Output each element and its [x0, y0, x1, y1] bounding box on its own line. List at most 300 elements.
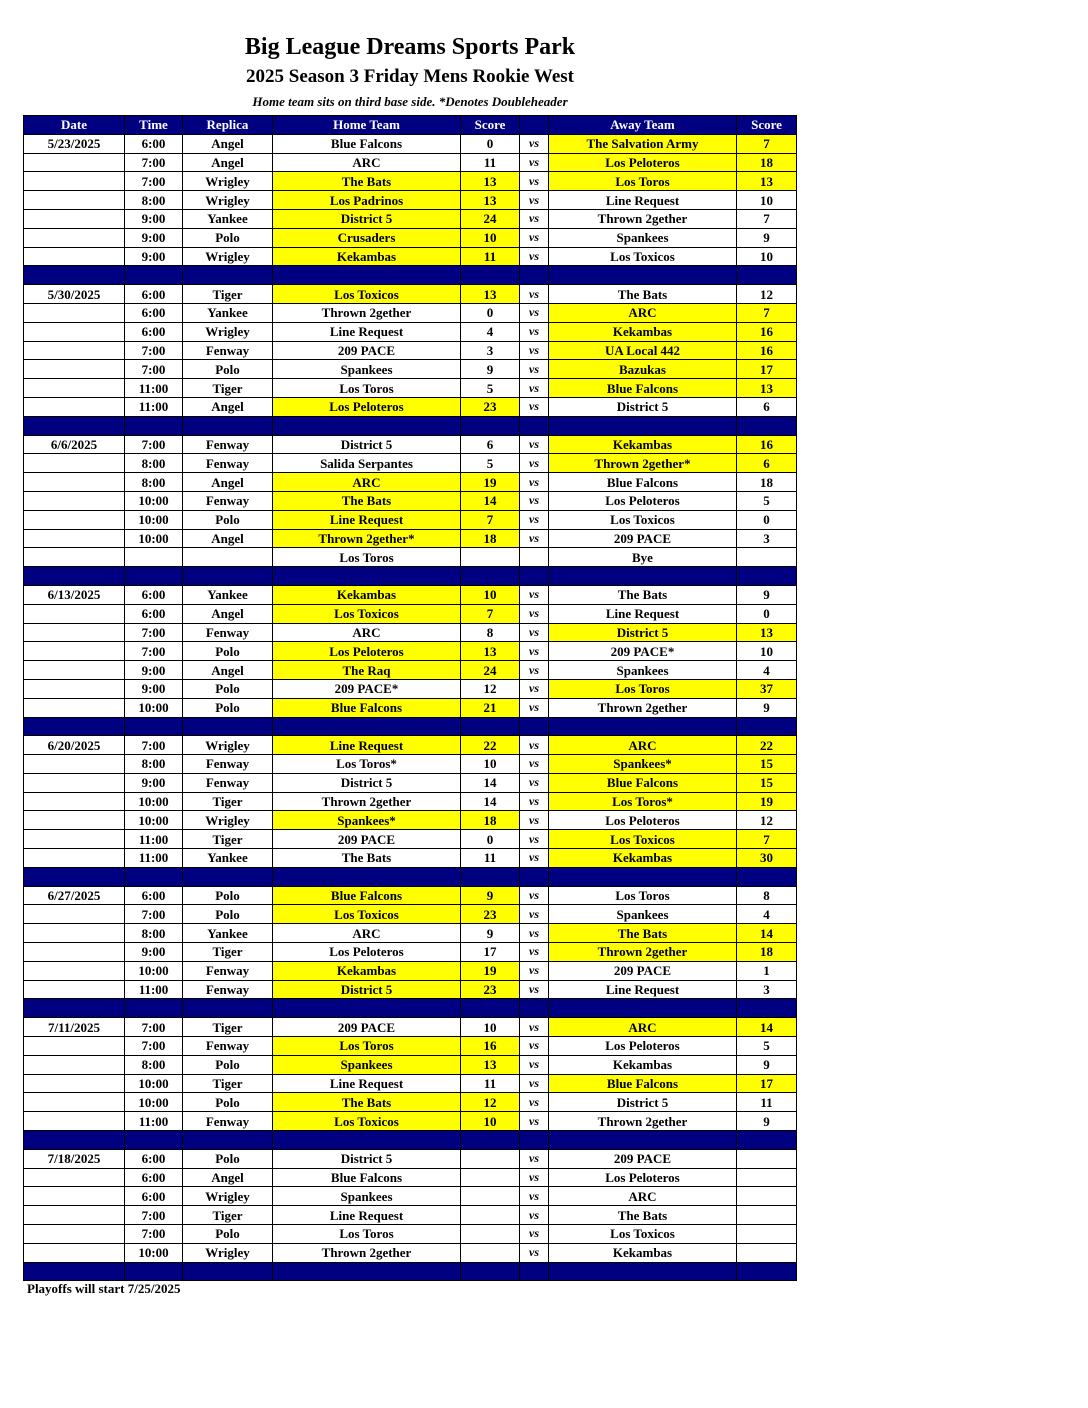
away-score-cell: 19 — [737, 792, 797, 811]
replica-cell: Angel — [183, 661, 273, 680]
home-score-cell: 23 — [461, 980, 520, 999]
separator-cell — [520, 717, 549, 736]
away-team-cell: Thrown 2gether — [549, 1112, 737, 1131]
home-team-cell: Spankees* — [273, 811, 461, 830]
vs-cell: vs — [520, 1093, 549, 1112]
home-team-cell: Los Toros — [273, 1037, 461, 1056]
vs-cell — [520, 548, 549, 567]
vs-cell: vs — [520, 209, 549, 228]
away-team-cell: Blue Falcons — [549, 773, 737, 792]
time-cell: 8:00 — [125, 924, 183, 943]
separator-cell — [737, 867, 797, 886]
home-team-cell: The Bats — [273, 172, 461, 191]
date-cell — [24, 473, 125, 492]
date-cell — [24, 924, 125, 943]
away-score-cell: 10 — [737, 191, 797, 210]
date-cell: 5/30/2025 — [24, 285, 125, 304]
vs-cell: vs — [520, 341, 549, 360]
home-team-cell: Blue Falcons — [273, 698, 461, 717]
replica-cell: Tiger — [183, 830, 273, 849]
date-cell — [24, 1168, 125, 1187]
away-score-cell: 9 — [737, 1055, 797, 1074]
replica-cell: Wrigley — [183, 1243, 273, 1262]
away-score-cell: 16 — [737, 341, 797, 360]
away-score-cell: 9 — [737, 585, 797, 604]
home-score-cell — [461, 1206, 520, 1225]
time-cell: 10:00 — [125, 961, 183, 980]
separator-cell — [520, 266, 549, 285]
home-score-cell: 7 — [461, 510, 520, 529]
game-row — [24, 247, 797, 266]
separator-cell — [183, 567, 273, 586]
vs-cell: vs — [520, 585, 549, 604]
separator-cell — [125, 567, 183, 586]
time-cell: 11:00 — [125, 849, 183, 868]
replica-cell: Polo — [183, 642, 273, 661]
time-cell — [125, 548, 183, 567]
replica-cell: Polo — [183, 698, 273, 717]
home-score-cell: 14 — [461, 491, 520, 510]
date-cell — [24, 755, 125, 774]
date-cell — [24, 228, 125, 247]
replica-cell: Polo — [183, 1225, 273, 1244]
replica-cell: Polo — [183, 905, 273, 924]
home-score-cell: 10 — [461, 585, 520, 604]
home-team-cell: 209 PACE — [273, 341, 461, 360]
schedule-body — [24, 134, 797, 1281]
separator-cell — [549, 567, 737, 586]
replica-cell: Wrigley — [183, 736, 273, 755]
home-team-cell: Los Peloteros — [273, 642, 461, 661]
time-cell: 7:00 — [125, 1206, 183, 1225]
time-cell: 6:00 — [125, 285, 183, 304]
vs-cell: vs — [520, 1168, 549, 1187]
game-row — [24, 1149, 797, 1168]
game-row — [24, 1055, 797, 1074]
game-row — [24, 435, 797, 454]
date-cell — [24, 209, 125, 228]
game-row — [24, 303, 797, 322]
home-team-cell: Line Request — [273, 1074, 461, 1093]
separator-cell — [520, 1131, 549, 1150]
vs-cell: vs — [520, 849, 549, 868]
away-team-cell: Los Toxicos — [549, 1225, 737, 1244]
away-score-cell — [737, 1168, 797, 1187]
time-cell: 7:00 — [125, 153, 183, 172]
time-cell: 7:00 — [125, 623, 183, 642]
away-score-cell: 9 — [737, 228, 797, 247]
replica-cell: Yankee — [183, 849, 273, 868]
time-cell: 8:00 — [125, 1055, 183, 1074]
home-team-cell: Spankees — [273, 360, 461, 379]
date-cell: 5/23/2025 — [24, 134, 125, 153]
vs-cell: vs — [520, 134, 549, 153]
away-score-cell — [737, 1225, 797, 1244]
replica-cell: Fenway — [183, 491, 273, 510]
page-title: Big League Dreams Sports Park — [244, 34, 576, 60]
game-row — [24, 679, 797, 698]
away-team-cell: District 5 — [549, 1093, 737, 1112]
date-cell: 6/27/2025 — [24, 886, 125, 905]
home-team-cell: The Bats — [273, 849, 461, 868]
separator-cell — [520, 999, 549, 1018]
game-row — [24, 924, 797, 943]
home-score-cell: 24 — [461, 661, 520, 680]
time-cell: 10:00 — [125, 529, 183, 548]
home-score-cell — [461, 1225, 520, 1244]
date-cell — [24, 849, 125, 868]
home-team-cell: District 5 — [273, 209, 461, 228]
away-score-cell: 22 — [737, 736, 797, 755]
separator-cell — [273, 266, 461, 285]
home-score-cell: 19 — [461, 961, 520, 980]
away-team-cell: 209 PACE — [549, 529, 737, 548]
home-team-cell: Kekambas — [273, 585, 461, 604]
away-team-cell: Los Toros* — [549, 792, 737, 811]
page-note: Home team sits on third base side. *Denotes Doubleheader — [252, 94, 568, 109]
away-team-cell: Bye — [549, 548, 737, 567]
game-row — [24, 623, 797, 642]
date-cell — [24, 961, 125, 980]
separator-cell — [737, 567, 797, 586]
home-score-cell: 18 — [461, 811, 520, 830]
replica-cell: Polo — [183, 679, 273, 698]
home-score-cell — [461, 1149, 520, 1168]
time-cell: 11:00 — [125, 379, 183, 398]
away-team-cell: Los Peloteros — [549, 1037, 737, 1056]
game-row — [24, 510, 797, 529]
replica-cell: Polo — [183, 1093, 273, 1112]
time-cell: 10:00 — [125, 792, 183, 811]
replica-cell: Angel — [183, 529, 273, 548]
separator-cell — [549, 266, 737, 285]
replica-cell: Angel — [183, 473, 273, 492]
home-score-cell: 13 — [461, 285, 520, 304]
home-team-cell: Los Toxicos — [273, 285, 461, 304]
vs-cell: vs — [520, 642, 549, 661]
separator-cell — [549, 1131, 737, 1150]
replica-cell: Wrigley — [183, 1187, 273, 1206]
date-cell: 6/20/2025 — [24, 736, 125, 755]
separator-cell — [183, 867, 273, 886]
separator-cell — [737, 266, 797, 285]
time-cell: 10:00 — [125, 1074, 183, 1093]
date-cell: 6/6/2025 — [24, 435, 125, 454]
time-cell: 6:00 — [125, 1149, 183, 1168]
playoffs-note: Playoffs will start 7/25/2025 — [27, 1281, 181, 1296]
game-row — [24, 604, 797, 623]
separator-cell — [125, 717, 183, 736]
replica-cell: Wrigley — [183, 322, 273, 341]
game-row — [24, 642, 797, 661]
away-team-cell: Bazukas — [549, 360, 737, 379]
vs-cell: vs — [520, 1074, 549, 1093]
week-separator-row — [24, 1262, 797, 1281]
replica-cell: Fenway — [183, 454, 273, 473]
home-team-cell: Thrown 2gether — [273, 303, 461, 322]
replica-cell: Tiger — [183, 1206, 273, 1225]
away-score-cell — [737, 548, 797, 567]
away-team-cell: ARC — [549, 1018, 737, 1037]
col-header-date: Date — [24, 116, 125, 135]
game-row — [24, 285, 797, 304]
separator-cell — [125, 1131, 183, 1150]
separator-cell — [737, 1131, 797, 1150]
time-cell: 11:00 — [125, 1112, 183, 1131]
replica-cell: Angel — [183, 153, 273, 172]
date-cell — [24, 191, 125, 210]
week-separator-row — [24, 867, 797, 886]
away-team-cell: ARC — [549, 1187, 737, 1206]
vs-cell: vs — [520, 736, 549, 755]
away-team-cell: Los Peloteros — [549, 811, 737, 830]
week-separator-row — [24, 1131, 797, 1150]
game-row — [24, 849, 797, 868]
game-row — [24, 360, 797, 379]
time-cell: 8:00 — [125, 473, 183, 492]
home-score-cell: 16 — [461, 1037, 520, 1056]
separator-cell — [549, 867, 737, 886]
vs-cell: vs — [520, 924, 549, 943]
game-row — [24, 1018, 797, 1037]
replica-cell: Fenway — [183, 773, 273, 792]
home-team-cell: Thrown 2gether — [273, 792, 461, 811]
away-score-cell: 9 — [737, 698, 797, 717]
replica-cell: Tiger — [183, 792, 273, 811]
game-row — [24, 1168, 797, 1187]
date-cell — [24, 172, 125, 191]
week-separator-row — [24, 567, 797, 586]
away-team-cell: Spankees* — [549, 755, 737, 774]
vs-cell: vs — [520, 153, 549, 172]
away-score-cell: 18 — [737, 473, 797, 492]
date-cell — [24, 360, 125, 379]
date-cell — [24, 1112, 125, 1131]
home-score-cell: 7 — [461, 604, 520, 623]
away-team-cell: Spankees — [549, 905, 737, 924]
vs-cell: vs — [520, 961, 549, 980]
game-row — [24, 830, 797, 849]
time-cell: 7:00 — [125, 172, 183, 191]
home-team-cell: Line Request — [273, 510, 461, 529]
away-team-cell: Blue Falcons — [549, 379, 737, 398]
away-score-cell: 7 — [737, 303, 797, 322]
away-score-cell: 3 — [737, 529, 797, 548]
col-header-replica: Replica — [183, 116, 273, 135]
vs-cell: vs — [520, 679, 549, 698]
vs-cell: vs — [520, 1149, 549, 1168]
time-cell: 11:00 — [125, 397, 183, 416]
date-cell — [24, 454, 125, 473]
away-score-cell: 5 — [737, 1037, 797, 1056]
game-row — [24, 792, 797, 811]
home-score-cell: 19 — [461, 473, 520, 492]
away-score-cell: 37 — [737, 679, 797, 698]
home-team-cell: 209 PACE* — [273, 679, 461, 698]
away-score-cell: 7 — [737, 830, 797, 849]
time-cell: 10:00 — [125, 491, 183, 510]
home-score-cell: 10 — [461, 228, 520, 247]
separator-cell — [520, 867, 549, 886]
away-team-cell: Los Toros — [549, 679, 737, 698]
separator-cell — [461, 567, 520, 586]
vs-cell: vs — [520, 303, 549, 322]
game-row — [24, 228, 797, 247]
date-cell — [24, 980, 125, 999]
away-team-cell: Los Peloteros — [549, 491, 737, 510]
home-score-cell: 23 — [461, 905, 520, 924]
away-team-cell: Los Toxicos — [549, 510, 737, 529]
time-cell: 6:00 — [125, 134, 183, 153]
date-cell — [24, 773, 125, 792]
vs-cell: vs — [520, 379, 549, 398]
away-team-cell: Thrown 2gether* — [549, 454, 737, 473]
vs-cell: vs — [520, 755, 549, 774]
replica-cell: Tiger — [183, 1074, 273, 1093]
separator-cell — [125, 999, 183, 1018]
away-team-cell: ARC — [549, 303, 737, 322]
home-team-cell: District 5 — [273, 773, 461, 792]
game-row — [24, 1225, 797, 1244]
away-team-cell: Los Toxicos — [549, 830, 737, 849]
separator-cell — [461, 416, 520, 435]
vs-cell: vs — [520, 191, 549, 210]
home-team-cell: District 5 — [273, 980, 461, 999]
replica-cell: Yankee — [183, 303, 273, 322]
game-row — [24, 585, 797, 604]
home-team-cell: 209 PACE — [273, 830, 461, 849]
vs-cell: vs — [520, 510, 549, 529]
date-cell — [24, 830, 125, 849]
game-row — [24, 191, 797, 210]
home-score-cell: 22 — [461, 736, 520, 755]
home-team-cell: ARC — [273, 924, 461, 943]
away-score-cell: 17 — [737, 360, 797, 379]
date-cell — [24, 792, 125, 811]
away-score-cell: 9 — [737, 1112, 797, 1131]
date-cell — [24, 604, 125, 623]
home-team-cell: 209 PACE — [273, 1018, 461, 1037]
home-score-cell: 13 — [461, 191, 520, 210]
date-cell — [24, 1243, 125, 1262]
time-cell: 6:00 — [125, 604, 183, 623]
home-score-cell: 6 — [461, 435, 520, 454]
vs-cell: vs — [520, 1206, 549, 1225]
vs-cell: vs — [520, 905, 549, 924]
home-team-cell: The Raq — [273, 661, 461, 680]
replica-cell — [183, 548, 273, 567]
away-score-cell: 0 — [737, 510, 797, 529]
date-cell — [24, 247, 125, 266]
separator-cell — [273, 1262, 461, 1281]
vs-cell: vs — [520, 811, 549, 830]
date-cell — [24, 1225, 125, 1244]
vs-cell: vs — [520, 1243, 549, 1262]
replica-cell: Yankee — [183, 209, 273, 228]
vs-cell: vs — [520, 1112, 549, 1131]
separator-cell — [183, 1131, 273, 1150]
game-row — [24, 1112, 797, 1131]
away-team-cell: Blue Falcons — [549, 1074, 737, 1093]
date-cell — [24, 322, 125, 341]
away-team-cell: Line Request — [549, 980, 737, 999]
replica-cell: Wrigley — [183, 172, 273, 191]
away-score-cell: 11 — [737, 1093, 797, 1112]
away-team-cell: Kekambas — [549, 322, 737, 341]
away-score-cell: 17 — [737, 1074, 797, 1093]
col-header-home-team: Home Team — [273, 116, 461, 135]
separator-cell — [24, 867, 125, 886]
home-team-cell: ARC — [273, 473, 461, 492]
home-team-cell: Blue Falcons — [273, 134, 461, 153]
separator-cell — [461, 1262, 520, 1281]
home-team-cell: Crusaders — [273, 228, 461, 247]
away-score-cell: 10 — [737, 642, 797, 661]
week-separator-row — [24, 416, 797, 435]
home-score-cell: 0 — [461, 830, 520, 849]
home-team-cell: The Bats — [273, 491, 461, 510]
game-row — [24, 1206, 797, 1225]
home-team-cell: Spankees — [273, 1187, 461, 1206]
home-score-cell: 18 — [461, 529, 520, 548]
replica-cell: Polo — [183, 1055, 273, 1074]
vs-cell: vs — [520, 435, 549, 454]
replica-cell: Fenway — [183, 623, 273, 642]
home-score-cell: 5 — [461, 454, 520, 473]
away-score-cell — [737, 1149, 797, 1168]
away-score-cell: 30 — [737, 849, 797, 868]
home-team-cell: Los Toros — [273, 1225, 461, 1244]
date-cell: 7/18/2025 — [24, 1149, 125, 1168]
home-team-cell: Spankees — [273, 1055, 461, 1074]
home-team-cell: ARC — [273, 623, 461, 642]
away-team-cell: The Bats — [549, 924, 737, 943]
game-row — [24, 1243, 797, 1262]
date-cell — [24, 153, 125, 172]
replica-cell: Angel — [183, 604, 273, 623]
away-score-cell: 14 — [737, 1018, 797, 1037]
away-team-cell: Line Request — [549, 604, 737, 623]
game-row — [24, 209, 797, 228]
home-score-cell: 5 — [461, 379, 520, 398]
away-score-cell: 13 — [737, 172, 797, 191]
away-team-cell: UA Local 442 — [549, 341, 737, 360]
home-score-cell — [461, 1243, 520, 1262]
separator-cell — [273, 416, 461, 435]
home-team-cell: Blue Falcons — [273, 1168, 461, 1187]
game-row — [24, 397, 797, 416]
away-team-cell: 209 PACE — [549, 1149, 737, 1168]
replica-cell: Fenway — [183, 755, 273, 774]
replica-cell: Wrigley — [183, 247, 273, 266]
vs-cell: vs — [520, 792, 549, 811]
separator-cell — [549, 999, 737, 1018]
date-cell — [24, 1055, 125, 1074]
away-score-cell — [737, 1243, 797, 1262]
away-team-cell: Los Peloteros — [549, 153, 737, 172]
time-cell: 10:00 — [125, 1093, 183, 1112]
away-score-cell: 0 — [737, 604, 797, 623]
separator-cell — [273, 867, 461, 886]
home-team-cell: Los Toxicos — [273, 1112, 461, 1131]
separator-cell — [24, 567, 125, 586]
away-team-cell: Kekambas — [549, 1055, 737, 1074]
home-team-cell: Kekambas — [273, 961, 461, 980]
vs-cell: vs — [520, 172, 549, 191]
separator-cell — [125, 266, 183, 285]
away-score-cell: 10 — [737, 247, 797, 266]
vs-cell: vs — [520, 886, 549, 905]
